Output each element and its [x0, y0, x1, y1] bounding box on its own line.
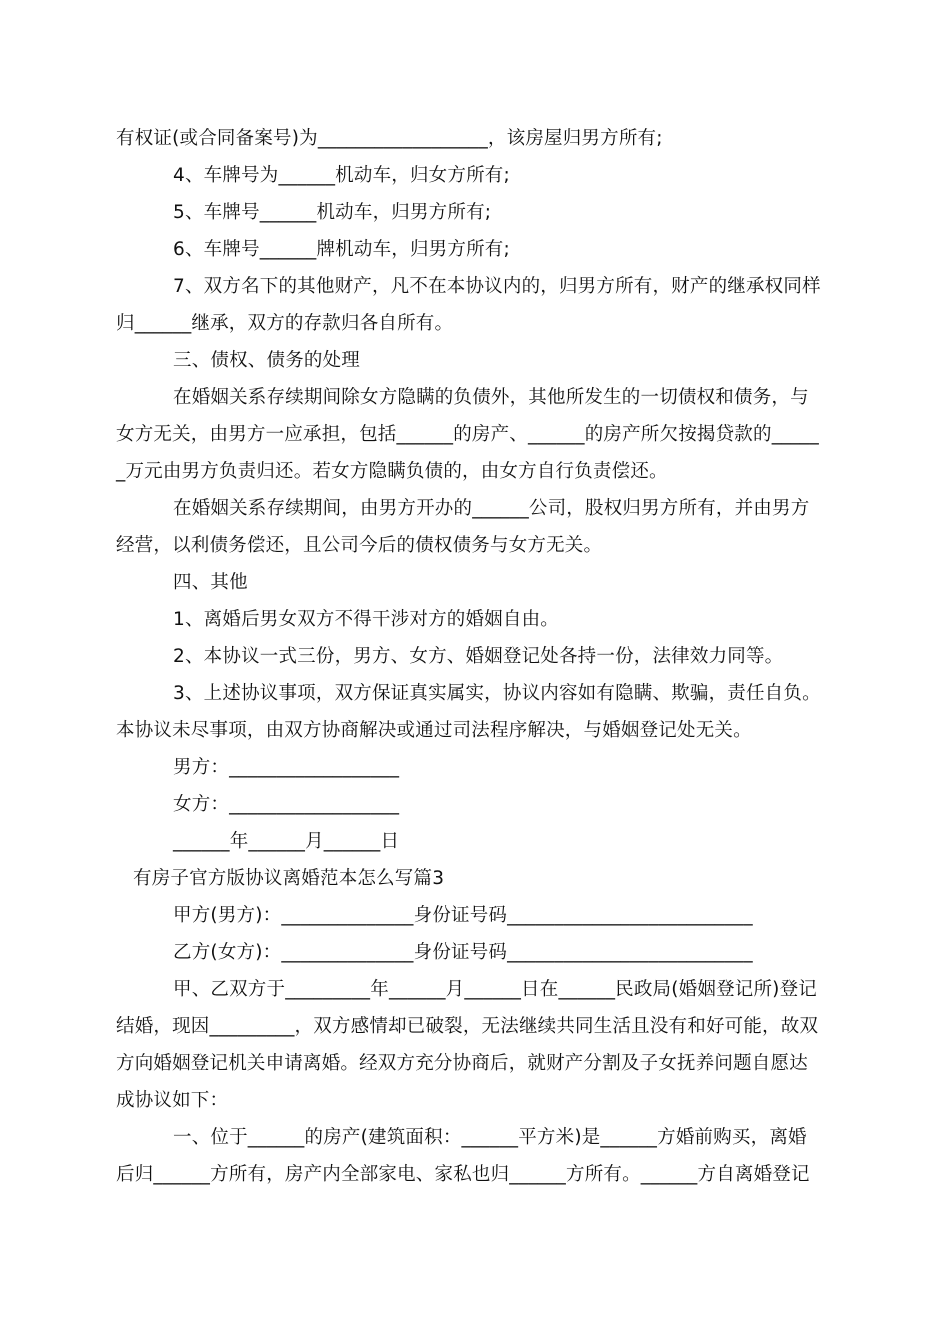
- text-line: 本协议未尽事项，由双方协商解决或通过司法程序解决，与婚姻登记处无关。: [116, 720, 752, 741]
- text-line: 归______继承，双方的存款归各自所有。: [116, 313, 454, 334]
- text-line: _万元由男方负责归还。若女方隐瞒负债的，由女方自行负责偿还。: [116, 461, 668, 482]
- party-a-line: 甲方(男方)：______________身份证号码__________________________: [173, 905, 753, 926]
- text-line: 在婚姻关系存续期间，由男方开办的______公司，股权归男方所有，并由男方: [173, 498, 810, 519]
- signature-line-male: 男方：__________________: [173, 757, 400, 778]
- text-line: 6、车牌号______牌机动车，归男方所有;: [173, 239, 510, 260]
- text-line: 经营，以利债务偿还，且公司今后的债权债务与女方无关。: [116, 535, 603, 556]
- text-line: 3、上述协议事项，双方保证真实属实，协议内容如有隐瞒、欺骗，责任自负。: [173, 683, 821, 704]
- text-line: 甲、乙双方于_________年______月______日在______民政局(婚姻登记所)登记: [173, 979, 817, 1000]
- text-line: 结婚，现因_________，双方感情却已破裂，无法继续共同生活且没有和好可能，故双: [116, 1016, 819, 1037]
- text-line: 有权证(或合同备案号)为__________________，该房屋归男方所有;: [116, 128, 663, 149]
- party-b-line: 乙方(女方)：______________身份证号码__________________________: [173, 942, 753, 963]
- section-heading: 三、债权、债务的处理: [173, 350, 361, 371]
- text-line: 1、离婚后男女双方不得干涉对方的婚姻自由。: [173, 609, 559, 630]
- text-line: 2、本协议一式三份，男方、女方、婚姻登记处各持一份，法律效力同等。: [173, 646, 784, 667]
- date-line: ______年______月______日: [173, 831, 400, 852]
- text-line: 5、车牌号______机动车，归男方所有;: [173, 202, 492, 223]
- text-line: 4、车牌号为______机动车，归女方所有;: [173, 165, 510, 186]
- signature-line-female: 女方：__________________: [173, 794, 400, 815]
- text-line: 在婚姻关系存续期间除女方隐瞒的负债外，其他所发生的一切债权和债务，与: [173, 387, 809, 408]
- text-line: 一、位于______的房产(建筑面积：______平方米)是______方婚前购买，离婚: [173, 1127, 807, 1148]
- section-title: 有房子官方版协议离婚范本怎么写篇3: [133, 868, 445, 889]
- text-line: 7、双方名下的其他财产，凡不在本协议内的，归男方所有，财产的继承权同样: [173, 276, 821, 297]
- section-heading: 四、其他: [173, 572, 248, 593]
- text-line: 成协议如下：: [116, 1090, 229, 1111]
- text-line: 方向婚姻登记机关申请离婚。经双方充分协商后，就财产分割及子女抚养问题自愿达: [116, 1053, 808, 1074]
- text-line: 后归______方所有，房产内全部家电、家私也归______方所有。______方自离婚登记: [116, 1164, 810, 1185]
- text-line: 女方无关，由男方一应承担，包括______的房产、______的房产所欠按揭贷款的_____: [116, 424, 819, 445]
